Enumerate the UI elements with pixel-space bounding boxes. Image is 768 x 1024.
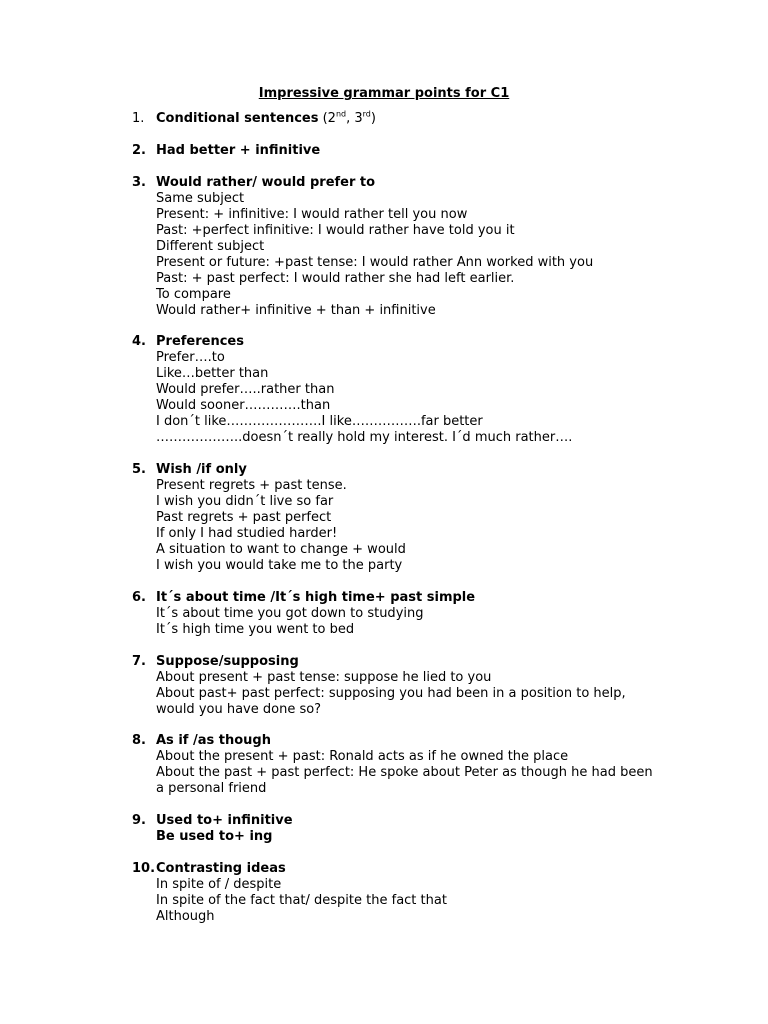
item-heading: Conditional sentences — [156, 111, 319, 126]
item-line: I don´t like………………….I like…………….far better — [156, 414, 483, 429]
item-number: 9. — [132, 813, 146, 828]
item-number: 1. — [132, 111, 145, 126]
item-line: In spite of the fact that/ despite the fact that — [156, 893, 447, 908]
heading-suffix: , 3 — [346, 111, 363, 126]
item-heading: Preferences — [156, 334, 244, 349]
item-heading: Had better + infinitive — [156, 143, 321, 158]
item-content — [156, 175, 736, 319]
item-line: Past regrets + past perfect — [156, 510, 332, 525]
item-line: To compare — [156, 287, 231, 302]
item-heading: Wish /if only — [156, 462, 247, 477]
item-line: A situation to want to change + would — [156, 542, 406, 557]
item-line: Although — [156, 909, 215, 924]
item-line: a personal friend — [156, 781, 267, 796]
item-line: Past: + past perfect: I would rather she had left earlier. — [156, 271, 515, 286]
item-line: About present + past tense: suppose he lied to you — [156, 670, 492, 685]
item-number: 8. — [132, 733, 146, 748]
item-line: About the present + past: Ronald acts as if he owned the place — [156, 749, 569, 764]
item-line: ………………..doesn´t really hold my interest. I´d much rather…. — [156, 430, 573, 445]
item-content — [156, 813, 736, 845]
item-line: Prefer….to — [156, 350, 225, 365]
item-line: Would rather+ infinitive + than + infinitive — [156, 303, 436, 318]
item-content — [156, 111, 736, 127]
item-line: If only I had studied harder! — [156, 526, 338, 541]
item-heading: Contrasting ideas — [156, 861, 286, 876]
item-content — [156, 590, 736, 638]
item-number: 2. — [132, 143, 146, 158]
item-heading: Would rather/ would prefer to — [156, 175, 376, 190]
item-line: In spite of / despite — [156, 877, 282, 892]
item-line: Present: + infinitive: I would rather tell you now — [156, 207, 468, 222]
item-line: About the past + past perfect: He spoke about Peter as though he had been — [156, 765, 653, 780]
item-heading: As if /as though — [156, 733, 271, 748]
item-line: Would sooner………….than — [156, 398, 331, 413]
ordinal-suffix: nd — [335, 109, 347, 119]
heading-suffix: ) — [370, 111, 376, 126]
item-content — [156, 861, 736, 925]
item-line: Same subject — [156, 191, 245, 206]
item-line: It´s high time you went to bed — [156, 622, 355, 637]
item-heading: Suppose/supposing — [156, 654, 299, 669]
document-title: Impressive grammar points for C1 — [258, 86, 510, 101]
item-line: would you have done so? — [156, 702, 322, 717]
item-line: Would prefer…..rather than — [156, 382, 335, 397]
item-content — [156, 654, 736, 718]
item-content — [156, 462, 736, 574]
item-line: Past: +perfect infinitive: I would rather have told you it — [156, 223, 515, 238]
item-line: Be used to+ ing — [156, 829, 273, 844]
item-line: It´s about time you got down to studying — [156, 606, 424, 621]
item-line: About past+ past perfect: supposing you had been in a position to help, — [156, 686, 626, 701]
item-line: I wish you would take me to the party — [156, 558, 403, 573]
item-content — [156, 334, 736, 446]
item-number: 3. — [132, 175, 146, 190]
item-heading: It´s about time /It´s high time+ past simple — [156, 590, 476, 605]
ordinal-suffix: rd — [362, 109, 371, 119]
item-line: I wish you didn´t live so far — [156, 494, 334, 509]
item-number: 6. — [132, 590, 146, 605]
item-content — [156, 733, 736, 797]
item-heading-line — [156, 111, 736, 127]
item-number: 7. — [132, 654, 146, 669]
item-number: 10. — [132, 861, 156, 876]
item-content — [156, 143, 736, 159]
item-line: Like…better than — [156, 366, 269, 381]
item-heading: Used to+ infinitive — [156, 813, 293, 828]
item-number: 4. — [132, 334, 146, 349]
heading-suffix: (2 — [318, 111, 336, 126]
item-line: Different subject — [156, 239, 265, 254]
item-line: Present regrets + past tense. — [156, 478, 347, 493]
item-line: Present or future: +past tense: I would rather Ann worked with you — [156, 255, 594, 270]
item-number: 5. — [132, 462, 146, 477]
